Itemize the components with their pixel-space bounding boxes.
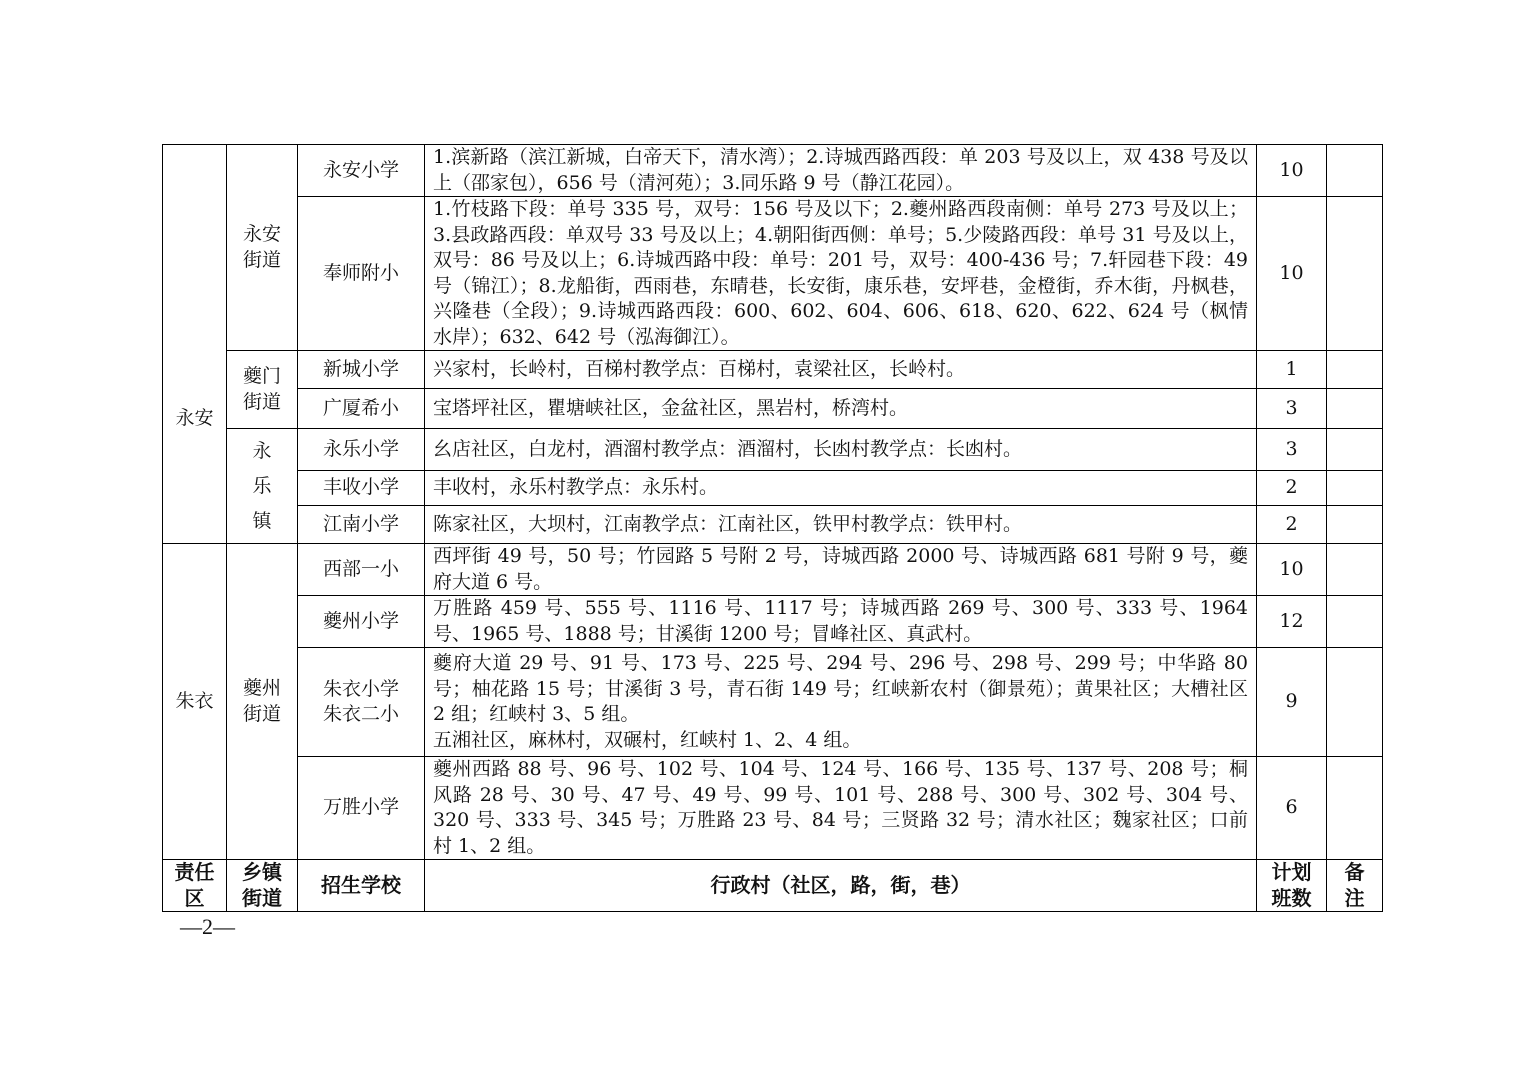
school-name: 朱衣二小	[322, 703, 399, 725]
town-cell-kuizhou	[227, 544, 298, 860]
school-cell: 万胜小学	[298, 757, 425, 860]
district-label: 永安	[175, 407, 214, 430]
note-cell	[1327, 145, 1383, 197]
note-cell	[1327, 351, 1383, 389]
note-cell	[1327, 429, 1383, 471]
table-header-row	[163, 860, 1383, 912]
town-cell-yongle	[227, 429, 298, 544]
header-text: 街道	[242, 885, 282, 910]
classes-cell: 2	[1257, 506, 1327, 544]
address-cell	[425, 648, 1257, 757]
school-cell: 西部一小	[298, 544, 425, 596]
town-label: 镇	[252, 509, 272, 532]
town-label: 永安	[242, 223, 281, 245]
header-district	[163, 860, 227, 912]
table-row	[163, 544, 1383, 596]
school-cell: 夔州小学	[298, 596, 425, 648]
classes-cell: 12	[1257, 596, 1327, 648]
district-label: 朱衣	[175, 689, 214, 712]
town-cell-kuimen	[227, 351, 298, 429]
school-cell	[298, 648, 425, 757]
table-row	[163, 471, 1383, 506]
address-cell: 1.竹枝路下段：单号 335 号，双号：156 号及以下；2.夔州路西段南侧：单号 273 号及以上；3.县政路西段：单双号 33 号及以上；4.朝阳街西侧：单号；5.少陵路西段：单号 31 号及以上，双号：86 号及以上；6.诗城西路中段：单号：201 号，双号：400-436 号；7.轩园巷下段：49 号（锦江）；8.龙船街，西雨巷，东晴巷，长安街，康乐巷，安坪巷，金橙街，乔木街，丹枫巷，兴隆巷（全段）；9.诗城西路西段：600、602、604、606、618、620、622、624 号（枫情水岸）；632、642 号（泓海御江）。	[425, 197, 1257, 351]
enrollment-table	[162, 144, 1383, 912]
classes-cell: 3	[1257, 429, 1327, 471]
address-text: 五湘社区，麻林村，双碾村，红峡村 1、2、4 组。	[433, 728, 862, 751]
note-cell	[1327, 389, 1383, 429]
header-text: 乡镇	[242, 860, 282, 884]
note-cell	[1327, 596, 1383, 648]
header-town	[227, 860, 298, 912]
header-text: 班数	[1271, 885, 1312, 910]
address-cell: 陈家社区，大坝村，江南教学点：江南社区，铁甲村教学点：铁甲村。	[425, 506, 1257, 544]
address-cell: 1.滨新路（滨江新城，白帝天下，清水湾）；2.诗城西路西段：单 203 号及以上，双 438 号及以上（邵家包），656 号（清河苑）；3.同乐路 9 号（静江花园）。	[425, 145, 1257, 197]
school-cell: 广厦希小	[298, 389, 425, 429]
school-cell: 新城小学	[298, 351, 425, 389]
header-text: 备	[1344, 860, 1365, 884]
town-label: 街道	[242, 248, 281, 271]
table-row	[163, 757, 1383, 860]
note-cell	[1327, 506, 1383, 544]
classes-cell: 9	[1257, 648, 1327, 757]
header-text: 责任	[174, 860, 215, 884]
header-text: 注	[1344, 885, 1365, 910]
page-number: —2—	[180, 914, 235, 939]
school-cell: 永乐小学	[298, 429, 425, 471]
address-cell: 西坪街 49 号，50 号；竹园路 5 号附 2 号，诗城西路 2000 号、诗城西路 681 号附 9 号，夔府大道 6 号。	[425, 544, 1257, 596]
table-row	[163, 429, 1383, 471]
address-cell: 夔州西路 88 号、96 号、102 号、104 号、124 号、166 号、135 号、137 号、208 号；桐风路 28 号、30 号、47 号、49 号、99 号、101 号、288 号、300 号、302 号、304 号、320 号、333 号、345 号；万胜路 23 号、84 号；三贤路 32 号；清水社区；魏家社区；口前村 1、2 组。	[425, 757, 1257, 860]
town-label: 街道	[242, 390, 281, 413]
note-cell	[1327, 648, 1383, 757]
address-cell: 丰收村，永乐村教学点：永乐村。	[425, 471, 1257, 506]
table-row	[163, 351, 1383, 389]
address-cell: 幺店社区，白龙村，酒溜村教学点：酒溜村，长凼村教学点：长凼村。	[425, 429, 1257, 471]
note-cell	[1327, 471, 1383, 506]
classes-cell: 10	[1257, 145, 1327, 197]
school-cell: 奉师附小	[298, 197, 425, 351]
address-cell: 万胜路 459 号、555 号、1116 号、1117 号；诗城西路 269 号、300 号、333 号、1964 号、1965 号、1888 号；甘溪街 1200 号；冒峰社区、真武村。	[425, 596, 1257, 648]
table-row	[163, 197, 1383, 351]
town-label: 乐	[252, 474, 272, 497]
classes-cell: 10	[1257, 544, 1327, 596]
header-note	[1327, 860, 1383, 912]
district-cell-yongan	[163, 145, 227, 544]
town-label: 永	[252, 439, 272, 462]
school-cell: 永安小学	[298, 145, 425, 197]
header-text: 计划	[1271, 860, 1312, 884]
note-cell	[1327, 544, 1383, 596]
classes-cell: 3	[1257, 389, 1327, 429]
classes-cell: 6	[1257, 757, 1327, 860]
table-row	[163, 648, 1383, 757]
school-name: 朱衣小学	[322, 677, 399, 700]
district-cell-zhuyi	[163, 544, 227, 860]
address-cell: 宝塔坪社区，瞿塘峡社区，金盆社区，黑岩村，桥湾村。	[425, 389, 1257, 429]
note-cell	[1327, 197, 1383, 351]
table-row	[163, 596, 1383, 648]
classes-cell: 2	[1257, 471, 1327, 506]
header-text: 区	[184, 885, 205, 910]
address-text: 夔府大道 29 号、91 号、173 号、225 号、294 号、296 号、298 号、299 号；中华路 80 号；柚花路 15 号；甘溪街 3 号，青石街 149 号；红峡新农村（御景苑）；黄果社区；大槽社区 2 组；红峡村 3、5 组。	[433, 652, 1248, 725]
table-row	[163, 389, 1383, 429]
school-cell: 丰收小学	[298, 471, 425, 506]
note-cell	[1327, 757, 1383, 860]
classes-cell: 10	[1257, 197, 1327, 351]
town-cell-yongan	[227, 145, 298, 351]
table-row	[163, 145, 1383, 197]
header-school: 招生学校	[298, 860, 425, 912]
school-cell: 江南小学	[298, 506, 425, 544]
town-label: 夔州	[242, 677, 281, 699]
classes-cell: 1	[1257, 351, 1327, 389]
town-label: 街道	[242, 702, 281, 725]
header-classes	[1257, 860, 1327, 912]
table-row	[163, 506, 1383, 544]
address-cell: 兴家村，长岭村，百梯村教学点：百梯村，袁梁社区，长岭村。	[425, 351, 1257, 389]
town-label: 夔门	[242, 365, 281, 387]
header-address: 行政村（社区，路，街，巷）	[425, 860, 1257, 912]
